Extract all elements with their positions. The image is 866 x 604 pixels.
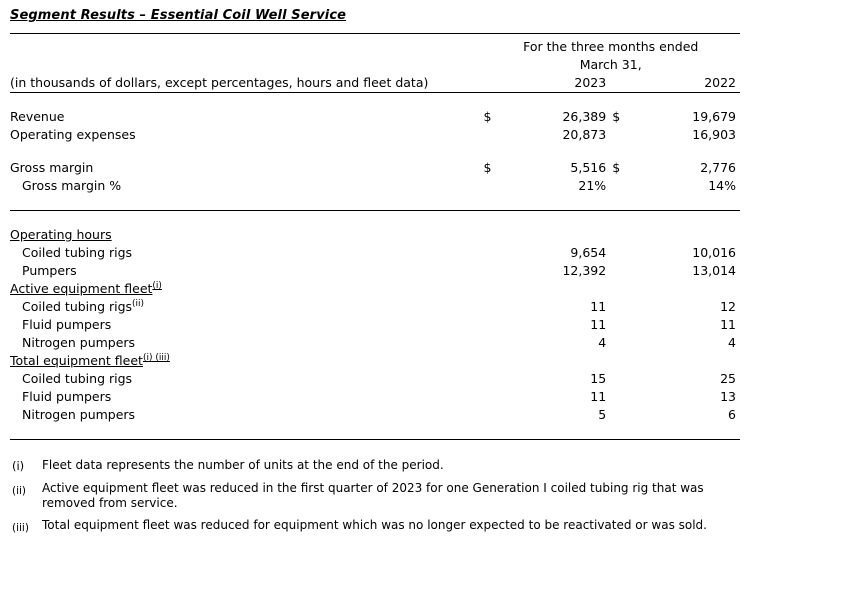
- footnote-item: [12, 518, 752, 537]
- table-row-active-coiled-tubing-rigs: [10, 298, 740, 316]
- value-2023: 9,654: [570, 245, 607, 260]
- row-label: Gross margin: [10, 160, 94, 175]
- spacer: [10, 211, 740, 227]
- value-2022: 25: [720, 371, 736, 386]
- footnote-marker: (ii): [12, 484, 27, 497]
- table-row-gross-margin-pct: [10, 177, 740, 195]
- spacer: [10, 144, 740, 159]
- currency-symbol: $: [612, 160, 621, 175]
- value-2023: 11: [590, 389, 607, 404]
- footnote-text: Fleet data represents the number of units at the end of the period.: [42, 458, 444, 472]
- footnote-ref: (i): [152, 280, 162, 291]
- value-2022: 19,679: [692, 109, 736, 124]
- currency-symbol: [610, 177, 632, 195]
- currency-symbol: [610, 126, 632, 144]
- section-heading-operating-hours: [10, 226, 740, 244]
- value-2022: 16,903: [692, 127, 736, 142]
- table-row-gross-margin: [10, 159, 740, 177]
- section-divider-rule: [10, 195, 740, 211]
- section-heading-label: Active equipment fleet: [10, 281, 153, 296]
- footnote-text: Total equipment fleet was reduced for equipment which was no longer expected to be reactivated or was sold.: [42, 517, 707, 532]
- currency-symbol: $: [483, 109, 492, 124]
- footnote-marker: (iii): [12, 521, 29, 534]
- footnote-ref: (ii): [132, 298, 145, 309]
- table-header-rule-row: [10, 34, 740, 57]
- currency-symbol: [481, 126, 503, 144]
- row-label: Coiled tubing rigs: [22, 299, 133, 314]
- row-label: Coiled tubing rigs: [22, 371, 133, 386]
- units-note: (in thousands of dollars, except percentages, hours and fleet data): [10, 74, 481, 93]
- value-2023: 5: [598, 407, 607, 422]
- row-label: Operating expenses: [10, 127, 136, 142]
- table-row-active-fluid-pumpers: [10, 316, 740, 334]
- row-label: Nitrogen pumpers: [22, 335, 136, 350]
- table-row-revenue: [10, 108, 740, 126]
- column-header-row: [10, 74, 740, 93]
- currency-symbol: [481, 177, 503, 195]
- period-header: For the three months ended: [523, 39, 699, 54]
- row-label: Fluid pumpers: [22, 317, 112, 332]
- value-2022: 6: [728, 407, 736, 422]
- row-label: Fluid pumpers: [22, 389, 112, 404]
- footnotes: [12, 458, 752, 536]
- value-2023: 5,516: [570, 160, 607, 175]
- page-title: Segment Results – Essential Coil Well Service: [10, 8, 347, 23]
- footnote-item: [12, 481, 752, 512]
- value-2022: 2,776: [700, 160, 736, 175]
- period-date-row: [10, 56, 740, 74]
- value-2022: 14%: [708, 178, 736, 193]
- value-2022: 4: [728, 335, 736, 350]
- table-row-total-nitrogen-pumpers: [10, 406, 740, 424]
- value-2022: 10,016: [692, 245, 736, 260]
- row-label: Revenue: [10, 109, 65, 124]
- row-label: Nitrogen pumpers: [22, 407, 136, 422]
- value-2023: 12,392: [562, 263, 607, 278]
- section-heading-label: Total equipment fleet: [10, 353, 143, 368]
- value-2022: 12: [720, 299, 736, 314]
- table-row-operating-expenses: [10, 126, 740, 144]
- value-2023: 11: [590, 317, 607, 332]
- section-heading-total-equipment-fleet: [10, 352, 740, 370]
- value-2023: 20,873: [562, 127, 607, 142]
- row-label: Pumpers: [22, 263, 77, 278]
- segment-results-table: [10, 33, 740, 440]
- value-2023: 11: [590, 299, 607, 314]
- footnote-text: Active equipment fleet was reduced in the first quarter of 2023 for one Generation I coiled tubing rig that was removed from service.: [42, 480, 704, 510]
- spacer: [10, 93, 740, 109]
- section-heading-active-equipment-fleet: [10, 280, 740, 298]
- value-2023: 26,389: [562, 109, 607, 124]
- table-row-active-nitrogen-pumpers: [10, 334, 740, 352]
- footnote-item: [12, 458, 752, 475]
- row-label: Coiled tubing rigs: [22, 245, 133, 260]
- value-2022: 13: [720, 389, 736, 404]
- footnote-marker: (i): [12, 459, 25, 473]
- value-2022: 13,014: [692, 263, 736, 278]
- section-heading-label: Operating hours: [10, 227, 112, 242]
- table-bottom-rule: [10, 424, 740, 440]
- table-row-coiled-tubing-rigs-hours: [10, 244, 740, 262]
- period-date: March 31,: [579, 57, 642, 72]
- value-2023: 21%: [578, 178, 607, 193]
- footnote-ref: (i) (iii): [142, 352, 170, 363]
- value-2023: 15: [590, 371, 607, 386]
- table-row-pumpers-hours: [10, 262, 740, 280]
- table-row-total-coiled-tubing-rigs: [10, 370, 740, 388]
- value-2022: 11: [720, 317, 736, 332]
- value-2023: 4: [598, 335, 607, 350]
- row-label: Gross margin %: [22, 178, 122, 193]
- currency-symbol: $: [483, 160, 492, 175]
- column-header-2022: 2022: [632, 74, 740, 93]
- column-header-2023: 2023: [504, 74, 610, 93]
- table-row-total-fluid-pumpers: [10, 388, 740, 406]
- currency-symbol: $: [612, 109, 621, 124]
